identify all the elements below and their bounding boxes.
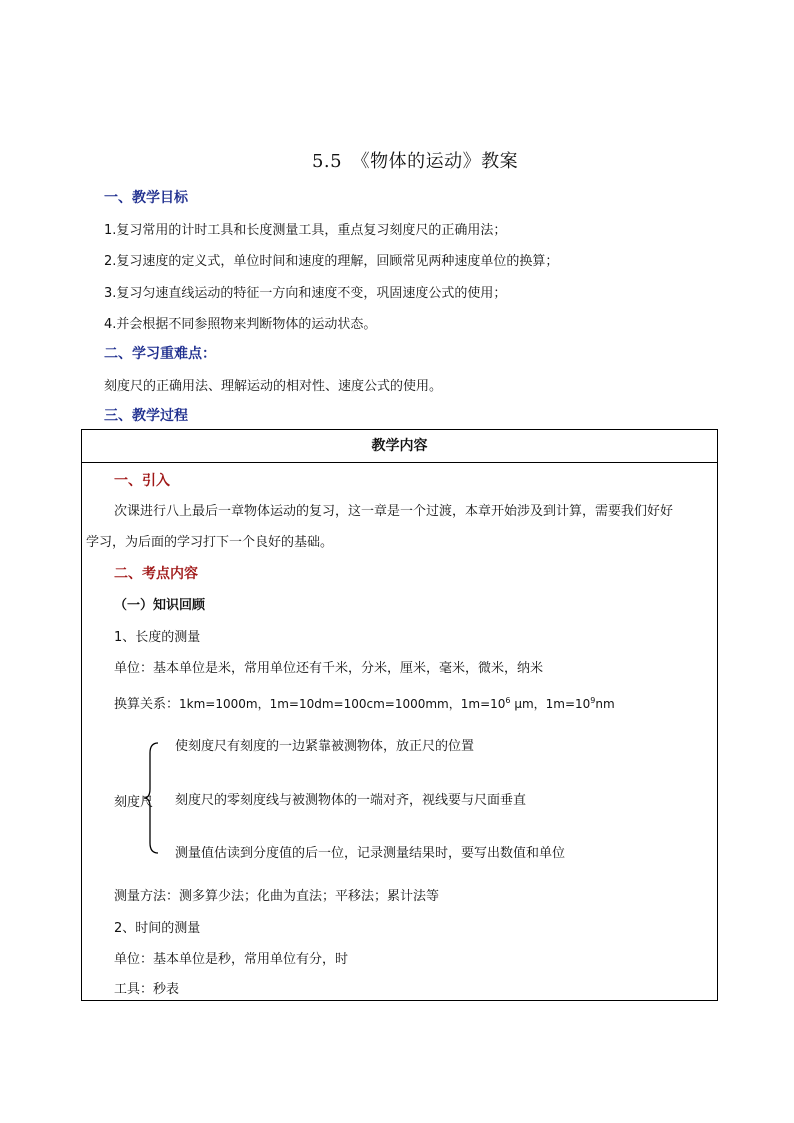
exam-points-heading: 二、考点内容 — [114, 566, 198, 582]
ruler-rule-item: 使刻度尺有刻度的一边紧靠被测物体，放正尺的位置 — [175, 739, 475, 754]
time-tool-text: 工具：秒表 — [114, 982, 180, 997]
measure-methods-text: 测量方法：测多算少法；化曲为直法；平移法；累计法等 — [114, 889, 440, 904]
conversion-text — [114, 693, 615, 712]
conversion-label: 换算关系： — [114, 697, 180, 712]
conversion-exponent: 6 — [505, 696, 511, 705]
objective-item: 3.复习匀速直线运动的特征一方向和速度不变，巩固速度公式的使用； — [104, 286, 507, 301]
section-objectives-heading: 一、教学目标 — [104, 190, 188, 206]
length-units-text: 单位：基本单位是米，常用单位还有千米，分米，厘米，毫米，微米，纳米 — [114, 661, 544, 676]
time-units-text: 单位：基本单位是秒，常用单位有分，时 — [114, 952, 349, 967]
ruler-rule-item: 刻度尺的零刻度线与被测物体的一端对齐，视线要与尺面垂直 — [175, 793, 527, 808]
section-process-heading: 三、教学过程 — [104, 408, 188, 424]
section-key-points-heading: 二、学习重难点： — [104, 346, 216, 362]
conversion-exponent: 9 — [590, 696, 596, 705]
page-title: 5.5 《物体的运动》教案 — [311, 151, 519, 172]
intro-text-line: 学习，为后面的学习打下一个良好的基础。 — [86, 535, 334, 550]
intro-text-line: 次课进行八上最后一章物体运动的复习，这一章是一个过渡，本章开始涉及到计算，需要我们好好 — [114, 504, 674, 519]
objective-item: 4.并会根据不同参照物来判断物体的运动状态。 — [104, 317, 377, 332]
objective-item: 2.复习速度的定义式，单位时间和速度的理解，回顾常见两种速度单位的换算； — [104, 254, 559, 269]
knowledge-review-heading: （一）知识回顾 — [114, 598, 206, 613]
ruler-rule-item: 测量值估读到分度值的后一位，记录测量结果时，要写出数值和单位 — [175, 846, 566, 861]
time-measure-title: 2、时间的测量 — [114, 921, 201, 936]
ruler-label: 刻度尺 — [114, 795, 154, 810]
length-measure-title: 1、长度的测量 — [114, 630, 201, 645]
table-header: 教学内容 — [82, 430, 717, 463]
conversion-part: 1km=1000m，1m=10dm=100cm=1000mm，1m=10 — [179, 697, 506, 711]
conversion-part: nm — [595, 697, 615, 711]
key-points-text: 刻度尺的正确用法、理解运动的相对性、速度公式的使用。 — [104, 379, 443, 394]
conversion-part: μm，1m=10 — [510, 697, 591, 711]
intro-heading: 一、引入 — [114, 473, 170, 489]
objective-item: 1.复习常用的计时工具和长度测量工具，重点复习刻度尺的正确用法； — [104, 223, 507, 238]
